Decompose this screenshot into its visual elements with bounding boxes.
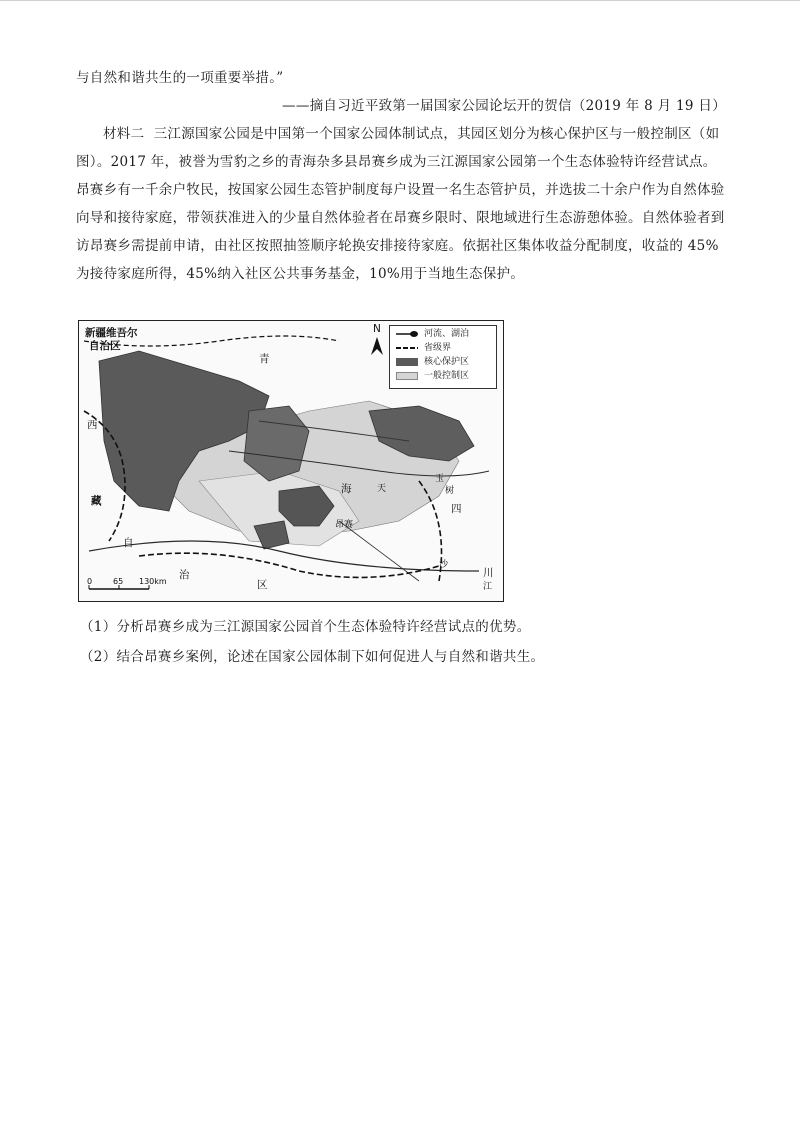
legend-river: 河流、湖泊 [396,328,492,340]
sanjiangyuan-park-map [78,320,504,602]
label-si: 四 [451,503,462,515]
river-line [339,521,419,581]
legend-boundary: 省级界 [424,343,452,353]
label-qu: 区 [257,579,268,591]
page-top-rule [0,0,800,1]
scale-label-65: 65 [113,577,124,586]
scale-label-130: 130km [139,577,167,586]
label-xinjiang-2: 自治区 [89,340,121,352]
label-xinjiang: 新疆维吾尔 [85,327,138,339]
label-jiang: 江 [483,582,493,592]
label-chuan: 川 [483,567,494,579]
map-legend [389,325,497,389]
north-arrow-icon [369,323,385,357]
label-angsai: 昂赛 [335,520,354,530]
material-2-label: 材料二 [103,126,145,142]
label-shu: 树 [445,486,455,496]
question-1: （1）分析昂赛乡成为三江源国家公园首个生态体验特许经营试点的优势。 [80,619,531,635]
label-zang: 藏 [91,495,102,507]
scale-label-0: 0 [87,577,93,586]
label-qing: 青 [259,353,270,365]
label-yu: 玉 [435,474,445,484]
label-zhi: 治 [179,569,190,581]
label-sha: 沙 [439,560,449,570]
label-zi: 自 [123,537,134,549]
north-label: N [373,323,381,335]
label-hai: 海 [341,483,352,495]
legend-general-zone: 一般控制区 [396,370,492,382]
continuation-line: 与自然和谐共生的一项重要举措。” [76,70,284,86]
question-list [80,612,720,672]
material-2-paragraph [76,120,726,288]
legend-core-zone: 核心保护区 [396,356,492,368]
label-xi: 西 [87,419,98,431]
material-2-text: 三江源国家公园是中国第一个国家公园体制试点，其园区划分为核心保护区与一般控制区（如图）。2017 年，被誉为雪豹之乡的青海杂多县昂赛乡成为三江源国家公园第一个生态体验特许经营试点。昂赛乡有一千余户牧民，按国家公园生态管护制度每户设置一名生态管护员，并选拔二十余户作为自然体验向导和接待家庭，带领获准进入的少量自然体验者在昂赛乡限时、限地域进行生态游憩体验。自然体验者到访昂赛乡需提前申请，由社区按照抽签顺序轮换安排接待家庭。依据社区集体收益分配制度，收益的 45%为接待家庭所得，45%纳入社区公共事务基金，10%用于当地生态保护。 [76,126,725,282]
label-tian: 天 [377,484,387,494]
attribution-line: ——摘自习近平致第一届国家公园论坛开的贺信（2019 年 8 月 19 日） [282,98,726,114]
core-zone-south [254,521,289,549]
document-body [76,64,726,288]
question-2: （2）结合昂赛乡案例，论述在国家公园体制下如何促进人与自然和谐共生。 [80,649,545,665]
